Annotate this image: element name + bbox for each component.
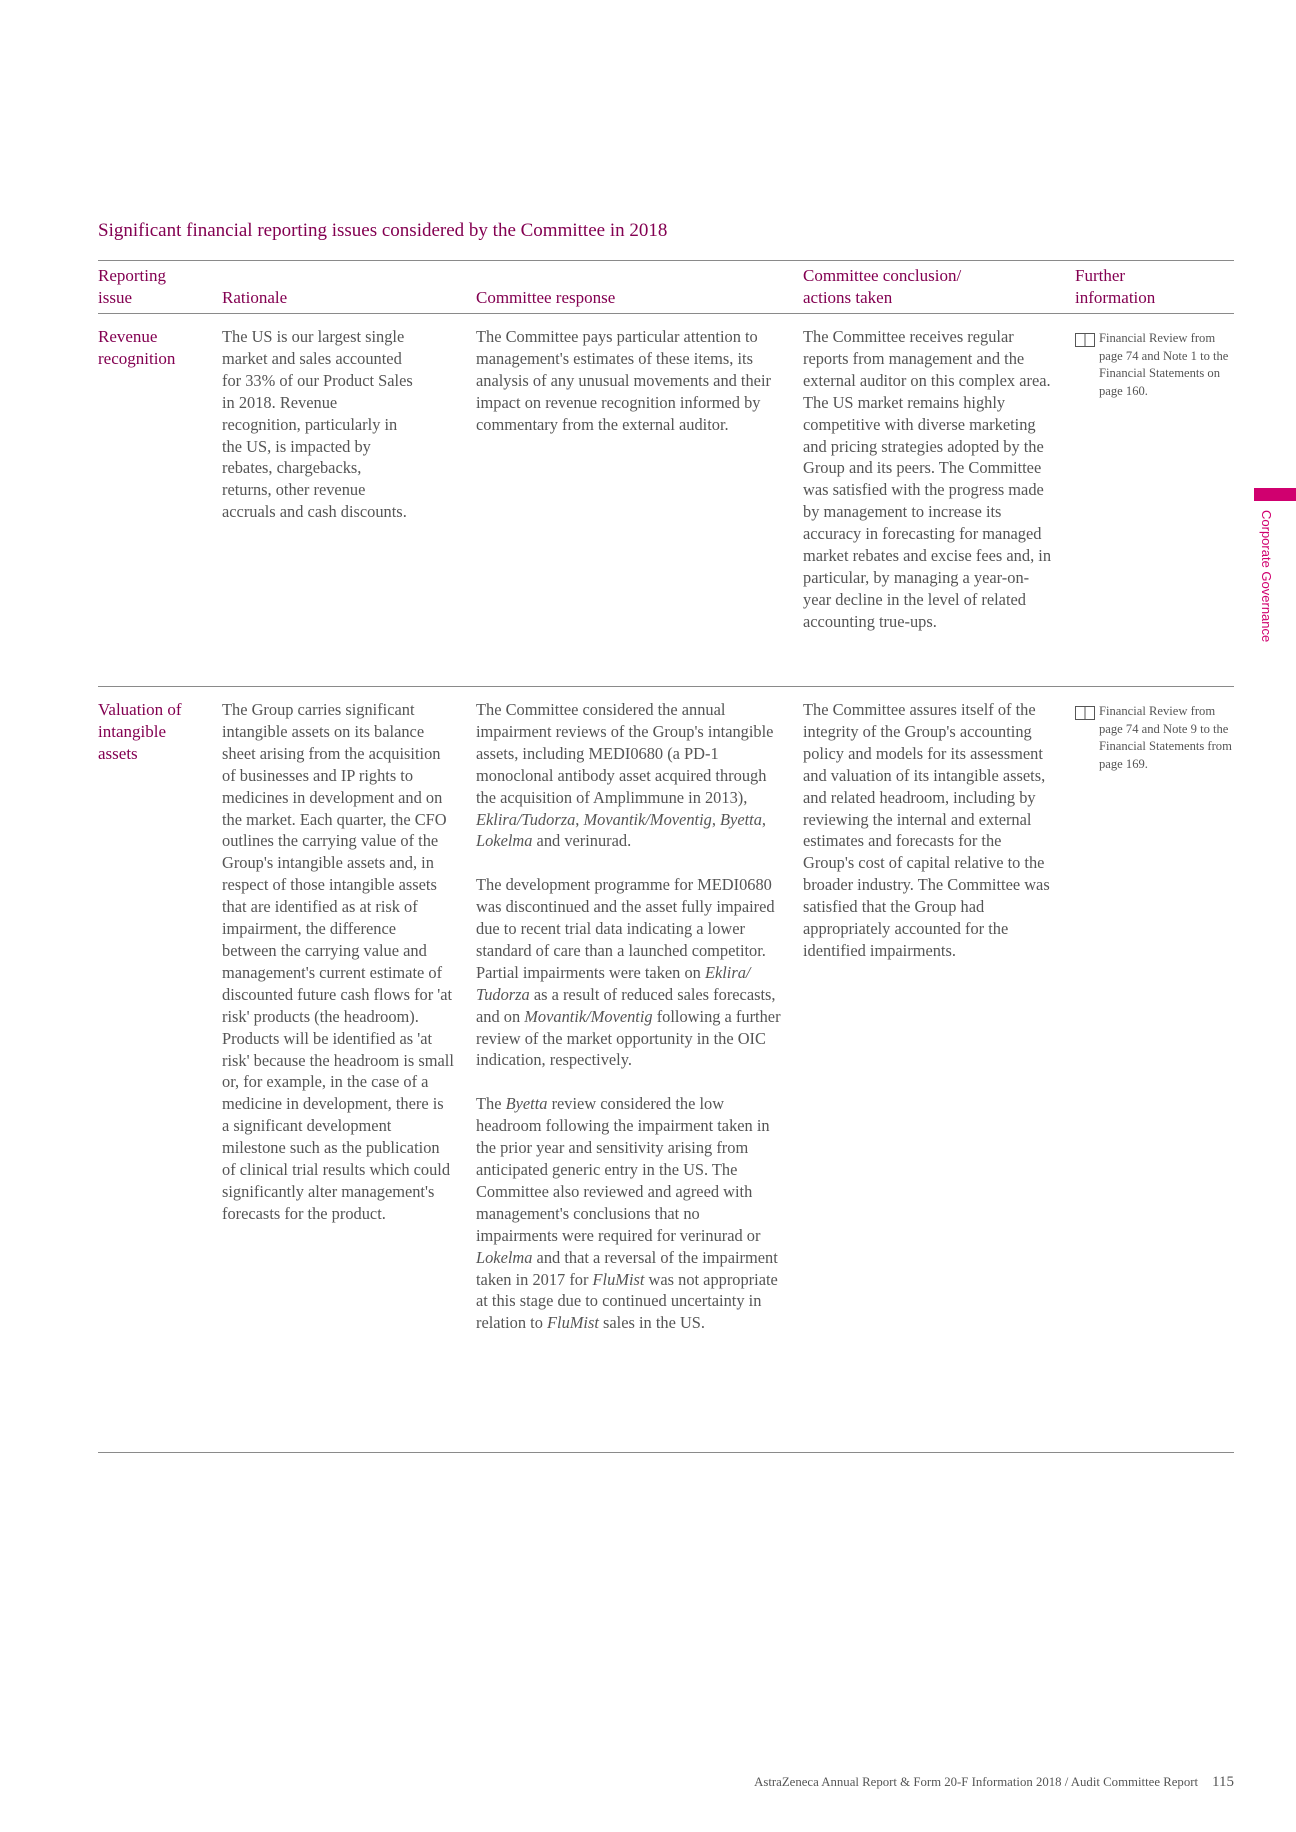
row-revenue-response: The Committee pays particular attention to management's estimates of these items, its analysis of any unusual movements and their impact on revenue recognition informed by commentary from the external auditor. bbox=[476, 327, 771, 434]
further-info-text: Financial Review from page 74 and Note 9 to the Financial Statements from page 169. bbox=[1099, 704, 1232, 771]
row-revenue-conclusion: The Committee receives regular reports from management and the external auditor on this complex area. The US market remains highly competitive with diverse marketing and pricing strategies adopted by the Group and its peers. The Committee was satisfied with the progress made by management to increase its accuracy in forecasting for managed market rebates and excise fees and, in particular, by managing a year-on-year decline in the level of related accounting true-ups. bbox=[803, 327, 1052, 631]
book-icon bbox=[1075, 333, 1095, 347]
table-bottom-rule bbox=[98, 1452, 1234, 1453]
row-valuation-rationale: The Group carries significant intangible assets on its balance sheet arising from the acquisition of businesses and IP rights to medicines in development and on the market. Each quarter, the CFO outlines the carrying value of the Group's intangible assets and, in respect of those intangible assets that are identified as at risk of impairment, the difference between the carrying value and management's current estimate of discounted future cash flows for 'at risk' products (the headroom). Products will be identified as 'at risk' because the headroom is small or, for example, in the case of a medicine in development, there is a significant development milestone such as the publication of clinical trial results which could significantly alter management's forecasts for the product. bbox=[222, 700, 454, 1223]
header-reporting-issue-line2: issue bbox=[98, 288, 132, 307]
header-reporting-issue-line1: Reporting bbox=[98, 266, 166, 285]
book-icon bbox=[1075, 706, 1095, 720]
header-rationale: Rationale bbox=[222, 288, 288, 307]
row-revenue-rationale: The US is our largest single market and sales accounted for 33% of our Product Sales in 2018. Revenue recognition, particularly in the US, is impacted by rebates, chargebacks, returns, other revenue accruals and cash discounts. bbox=[222, 327, 413, 522]
table-title: Significant financial reporting issues considered by the Committee in 2018 bbox=[98, 220, 668, 241]
row-revenue-issue: Revenue recognition bbox=[98, 327, 176, 368]
response-paragraph-2: The development programme for MEDI0680 was discontinued and the asset fully impaired due to recent trial data indicating a lower standard of care than a launched competitor. Partial impairments were taken on Eklira/ Tudorza as a result of reduced sales forecasts, and on Movantik/Moventig following a further review of the market opportunity in the OIC indication, respectively. bbox=[476, 875, 781, 1070]
footer-text: AstraZeneca Annual Report & Form 20-F Information 2018 / Audit Committee Report bbox=[754, 1775, 1199, 1789]
header-committee-conclusion-line2: actions taken bbox=[803, 288, 893, 307]
row-divider bbox=[98, 686, 1234, 687]
header-bottom-rule bbox=[98, 313, 1234, 314]
row-valuation-conclusion: The Committee assures itself of the integrity of the Group's accounting policy and models for its assessment and valuation of its intangible assets, and related headroom, including by reviewing the internal and external estimates and forecasts for the Group's cost of capital relative to the broader industry. The Committee was satisfied that the Group had appropriately accounted for the identified impairments. bbox=[803, 700, 1050, 960]
further-info-text: Financial Review from page 74 and Note 1 to the Financial Statements on page 160. bbox=[1099, 331, 1229, 398]
header-top-rule bbox=[98, 260, 1234, 261]
header-committee-response: Committee response bbox=[476, 288, 616, 307]
header-further-information-line2: information bbox=[1075, 288, 1156, 307]
header-further-information-line1: Further bbox=[1075, 266, 1126, 285]
row-valuation-response bbox=[476, 699, 782, 1334]
header-committee-conclusion-line1: Committee conclusion/ bbox=[803, 266, 962, 285]
row-valuation-issue: Valuation of intangible assets bbox=[98, 700, 182, 763]
page-footer bbox=[500, 1774, 1234, 1791]
response-paragraph-1: The Committee considered the annual impairment reviews of the Group's intangible assets, including MEDI0680 (a PD-1 monoclonal antibody asset acquired through the acquisition of Amplimmune in 2013), Eklira/Tudorza, Movantik/Moventig, Byetta, Lokelma and verinurad. bbox=[476, 700, 774, 851]
page-number: 115 bbox=[1212, 1774, 1234, 1790]
section-side-label: Corporate Governance bbox=[1259, 510, 1274, 643]
response-paragraph-3: The Byetta review considered the low headroom following the impairment taken in the prior year and sensitivity arising from anticipated generic entry in the US. The Committee also reviewed and agreed with management's conclusions that no impairments were required for verinurad or Lokelma and that a reversal of the impairment taken in 2017 for FluMist was not appropriate at this stage due to continued uncertainty in relation to FluMist sales in the US. bbox=[476, 1094, 778, 1333]
section-tab-marker bbox=[1254, 488, 1296, 501]
